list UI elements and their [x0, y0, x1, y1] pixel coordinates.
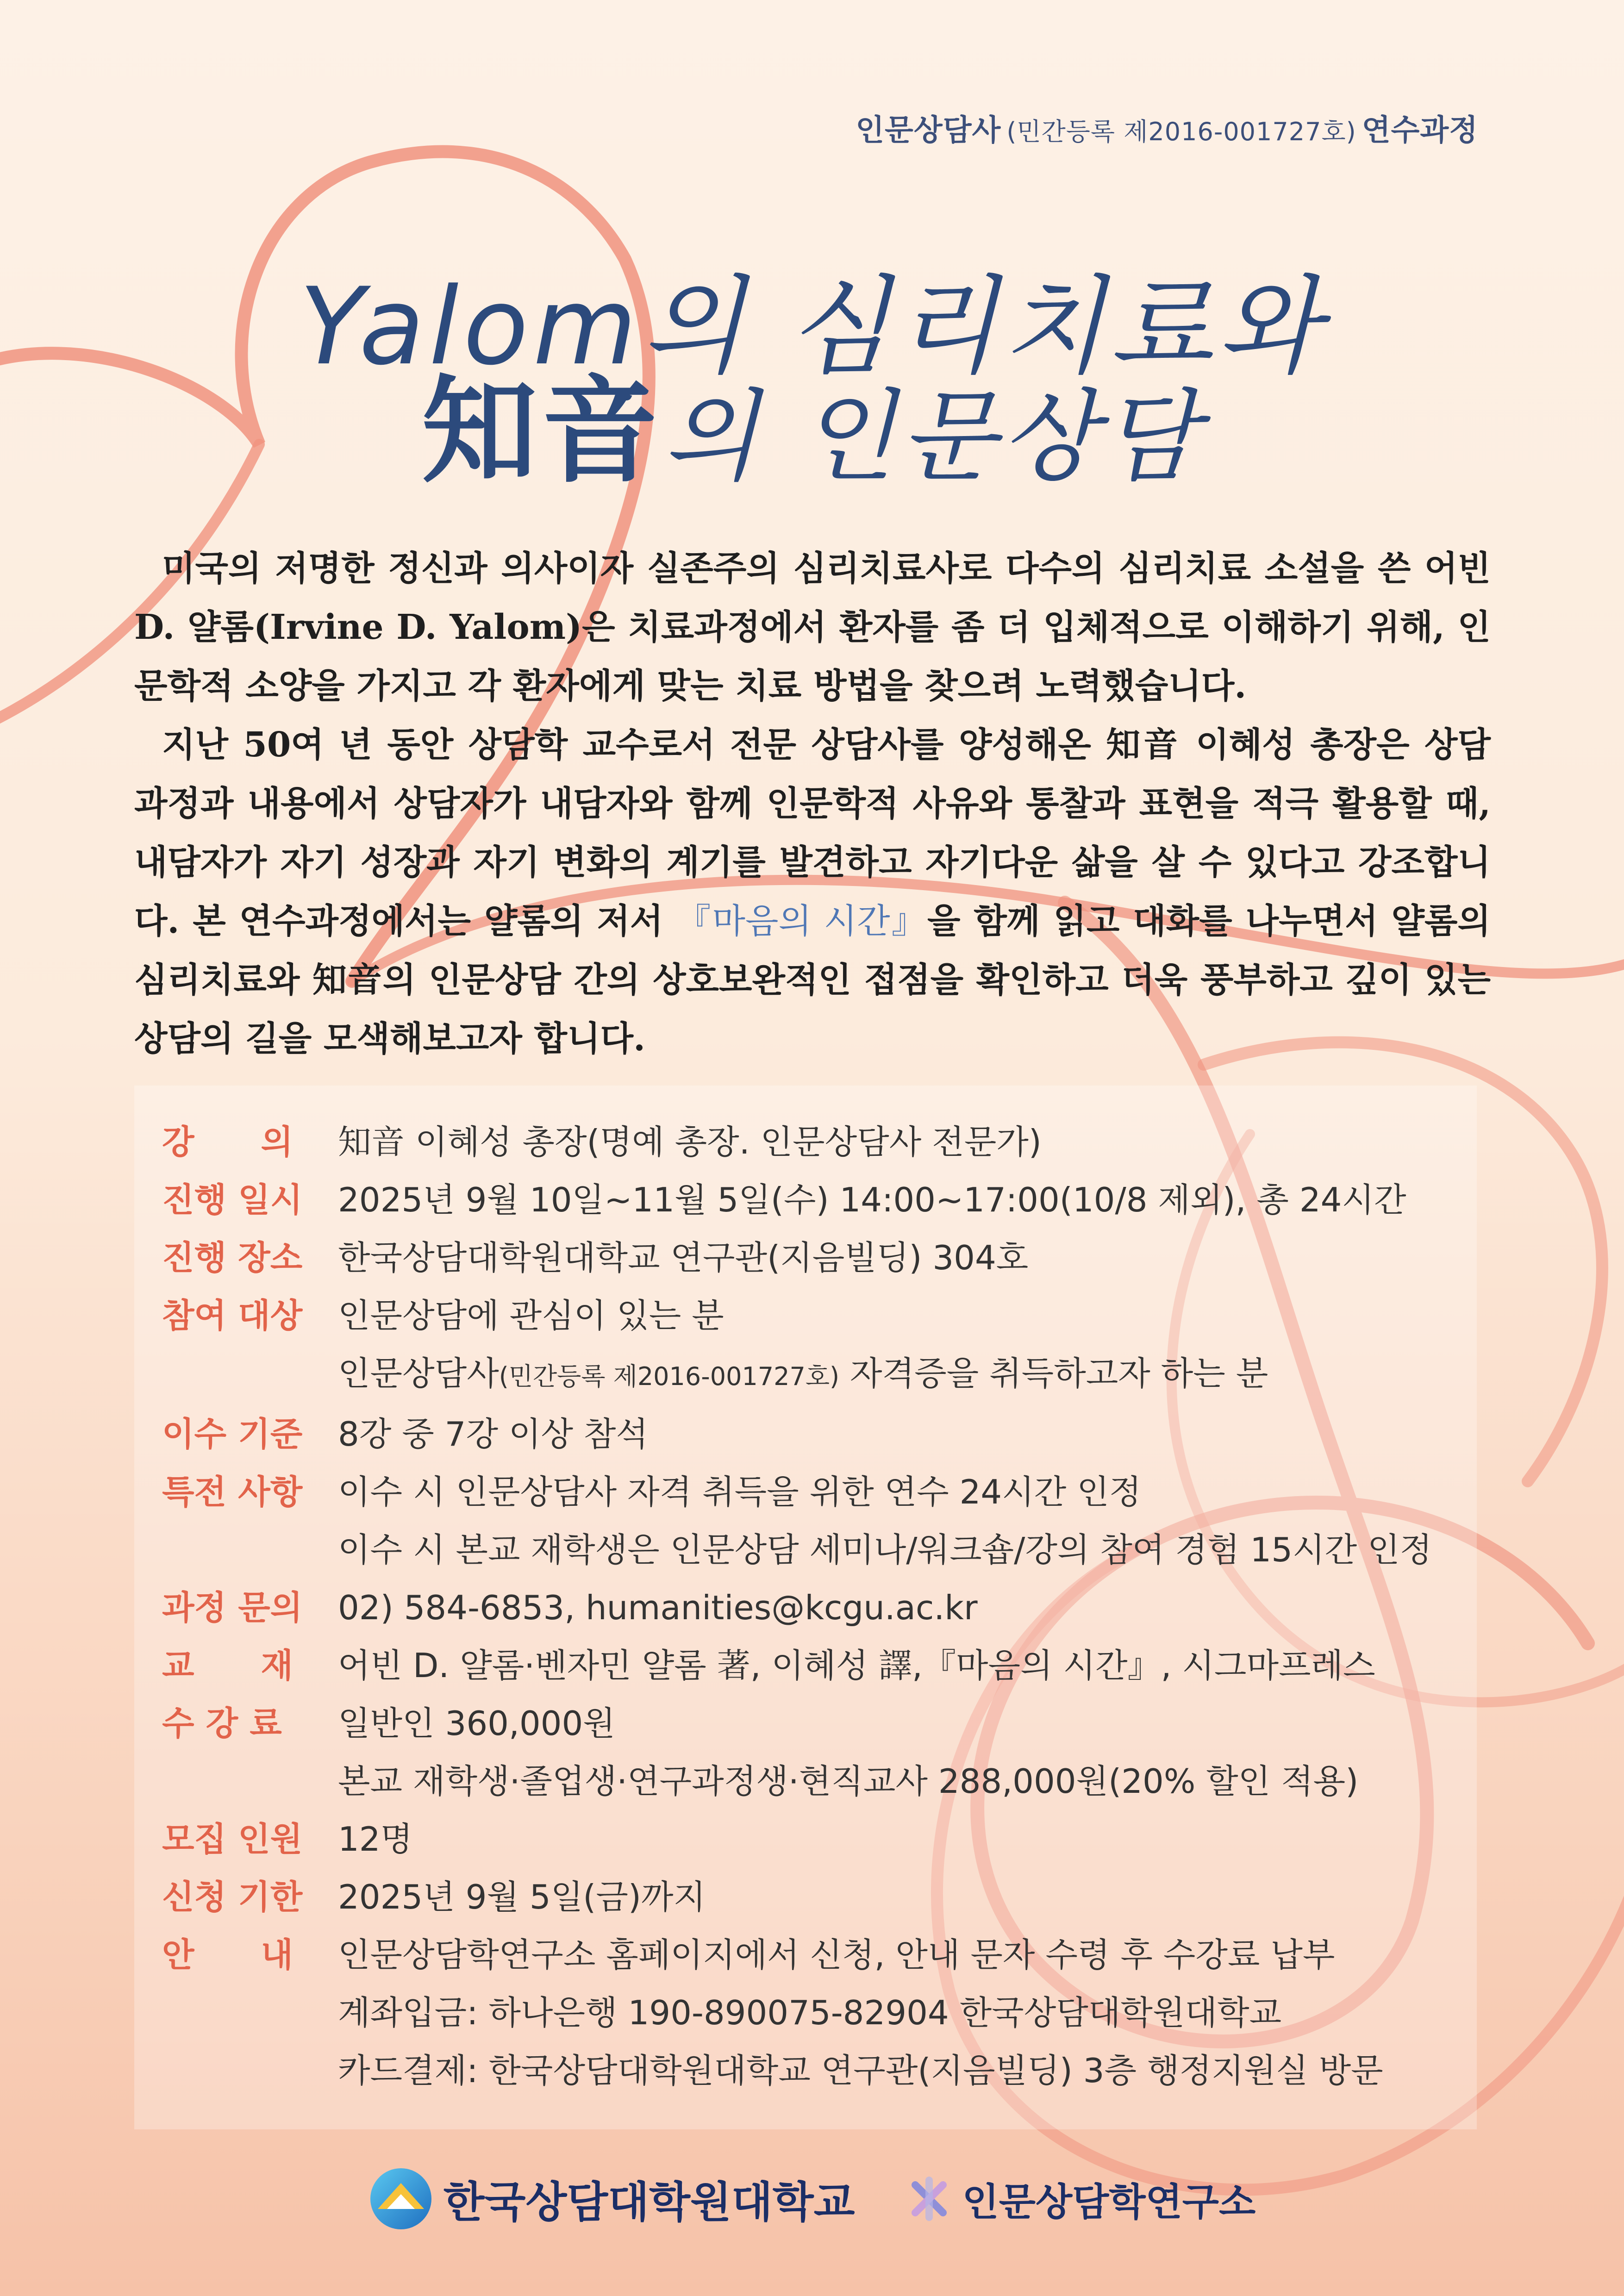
institute-logo: [906, 2172, 1256, 2226]
info-row-venue: [162, 1229, 1481, 1287]
info-value: 인문상담학연구소 홈페이지에서 신청, 안내 문자 수령 후 수강료 납부: [338, 1935, 1335, 1974]
info-row-guide-2: [162, 1984, 1481, 2042]
info-value: 인문상담에 관심이 있는 분: [338, 1296, 724, 1335]
info-label: 모집 인원: [162, 1820, 303, 1859]
info-label: 안 내: [162, 1935, 294, 1974]
info-row-contact: [162, 1579, 1481, 1637]
info-row-fee-2: [162, 1753, 1481, 1810]
info-value: 知音 이혜성 총장(명예 총장. 인문상담사 전문가): [338, 1123, 1042, 1161]
info-row-capacity: [162, 1810, 1481, 1868]
info-row-target-2: [162, 1345, 1481, 1405]
info-label: 참여 대상: [162, 1296, 303, 1335]
info-label: 신청 기한: [162, 1878, 303, 1916]
info-value: 8강 중 7강 이상 참석: [338, 1415, 649, 1454]
course-header: [856, 106, 1478, 149]
info-row-fee: [162, 1695, 1481, 1753]
title-line-2: [0, 338, 1624, 505]
footer-logos: [0, 2166, 1624, 2231]
info-label: 강 의: [162, 1123, 294, 1161]
info-label: 진행 장소: [162, 1238, 303, 1277]
info-row-benefits: [162, 1463, 1481, 1521]
info-value: 이수 시 인문상담사 자격 취득을 위한 연수 24시간 인정: [338, 1472, 1142, 1511]
info-value: 12명: [338, 1820, 413, 1859]
info-value: 2025년 9월 5일(금)까지: [338, 1878, 706, 1916]
info-value-registration: (민간등록 제2016-001727호): [499, 1362, 840, 1391]
info-row-benefits-2: [162, 1521, 1481, 1579]
info-value: [338, 1345, 1268, 1405]
intro-p2-text: 지난 50여 년 동안 상담학 교수로서 전문 상담사를 양성해온 知音 이혜성 총장은 상담 과정과 내용에서 상담자가 내담자와 함께 인문학적 사유와 통찰과 표현을 적극 활용할 때, 내담자가 자기 성장과 자기 변화의 계기를 발견하고 자기다운 삶을 살 수 있다고 강조합니다. 본 연수과정에서는 얄롬의 저서: [134, 725, 1491, 941]
info-row-guide-3: [162, 2042, 1481, 2100]
info-value: 계좌입금: 하나은행 190-890075-82904 한국상담대학원대학교: [338, 1993, 1282, 2032]
contact-value[interactable]: 02) 584-6853, humanities@kcgu.ac.kr: [338, 1588, 978, 1627]
info-value: 2025년 9월 10일~11월 5일(수) 14:00~17:00(10/8 제외), 총 24시간: [338, 1180, 1406, 1219]
info-value: 일반인 360,000원: [338, 1704, 615, 1743]
registration-number: (민간등록 제2016-001727호): [1006, 117, 1356, 146]
info-row-textbook: [162, 1637, 1481, 1695]
info-row-completion: [162, 1405, 1481, 1463]
title-rest: 의 인문상담: [662, 379, 1203, 495]
info-label: 진행 일시: [162, 1180, 303, 1219]
course-type: 연수과정: [1362, 113, 1478, 148]
info-label: 과정 문의: [162, 1588, 303, 1627]
info-value-part: 자격증을 취득하고자 하는 분: [839, 1354, 1268, 1393]
intro-paragraph-2: [134, 716, 1491, 1068]
info-label: 특전 사항: [162, 1472, 303, 1511]
info-row-lecturer: [162, 1113, 1481, 1171]
course-info-list: [162, 1113, 1481, 2100]
info-value: 본교 재학생·졸업생·연구과정생·현직교사 288,000원(20% 할인 적용): [338, 1762, 1359, 1801]
title-line-1: Yalom의 심리치료와: [299, 265, 1325, 389]
info-row-deadline: [162, 1868, 1481, 1926]
info-row-guide: [162, 1926, 1481, 1984]
book-title: 『마음의 시간』: [676, 901, 927, 941]
info-value: 이수 시 본교 재학생은 인문상담 세미나/워크숍/강의 참여 경험 15시간 인정: [338, 1530, 1432, 1569]
info-label: 수 강 료: [162, 1704, 282, 1743]
institute-name: 인문상담학연구소: [962, 2180, 1256, 2224]
university-logo: [369, 2166, 855, 2231]
intro-p2-text-end: 을 함께 읽고 대화를 나누면서 얄롬의 심리치료와 知音의 인문상담 간의 상호보완적인 접점을 확인하고 더욱 풍부하고 깊이 있는 상담의 길을 모색해보고자 합니다.: [134, 901, 1491, 1059]
university-name: 한국상담대학원대학교: [443, 2177, 855, 2227]
intro-text: [134, 539, 1491, 1068]
institute-emblem-icon: [906, 2176, 952, 2222]
university-emblem-icon: [369, 2166, 433, 2231]
info-value: 한국상담대학원대학교 연구관(지음빌딩) 304호: [338, 1238, 1029, 1277]
title-emphasis: 知音: [421, 364, 662, 499]
info-value-part: 인문상담사: [338, 1354, 499, 1393]
intro-paragraph-1: 미국의 저명한 정신과 의사이자 실존주의 심리치료사로 다수의 심리치료 소설을 쓴 어빈 D. 얄롬(Irvine D. Yalom)은 치료과정에서 환자를 좀 더 입체적으로 이해하기 위해, 인문학적 소양을 가지고 각 환자에게 맞는 치료 방법을 찾으려 노력했습니다.: [134, 549, 1491, 706]
info-value: 어빈 D. 얄롬·벤자민 얄롬 著, 이혜성 譯,『마음의 시간』, 시그마프레스: [338, 1646, 1375, 1685]
course-name: 인문상담사: [856, 113, 1001, 148]
info-label: 이수 기준: [162, 1415, 303, 1454]
info-value: 카드결제: 한국상담대학원대학교 연구관(지음빌딩) 3층 행정지원실 방문: [338, 2051, 1383, 2090]
info-row-schedule: [162, 1171, 1481, 1229]
info-row-target: [162, 1287, 1481, 1345]
info-label: 교 재: [162, 1646, 294, 1685]
